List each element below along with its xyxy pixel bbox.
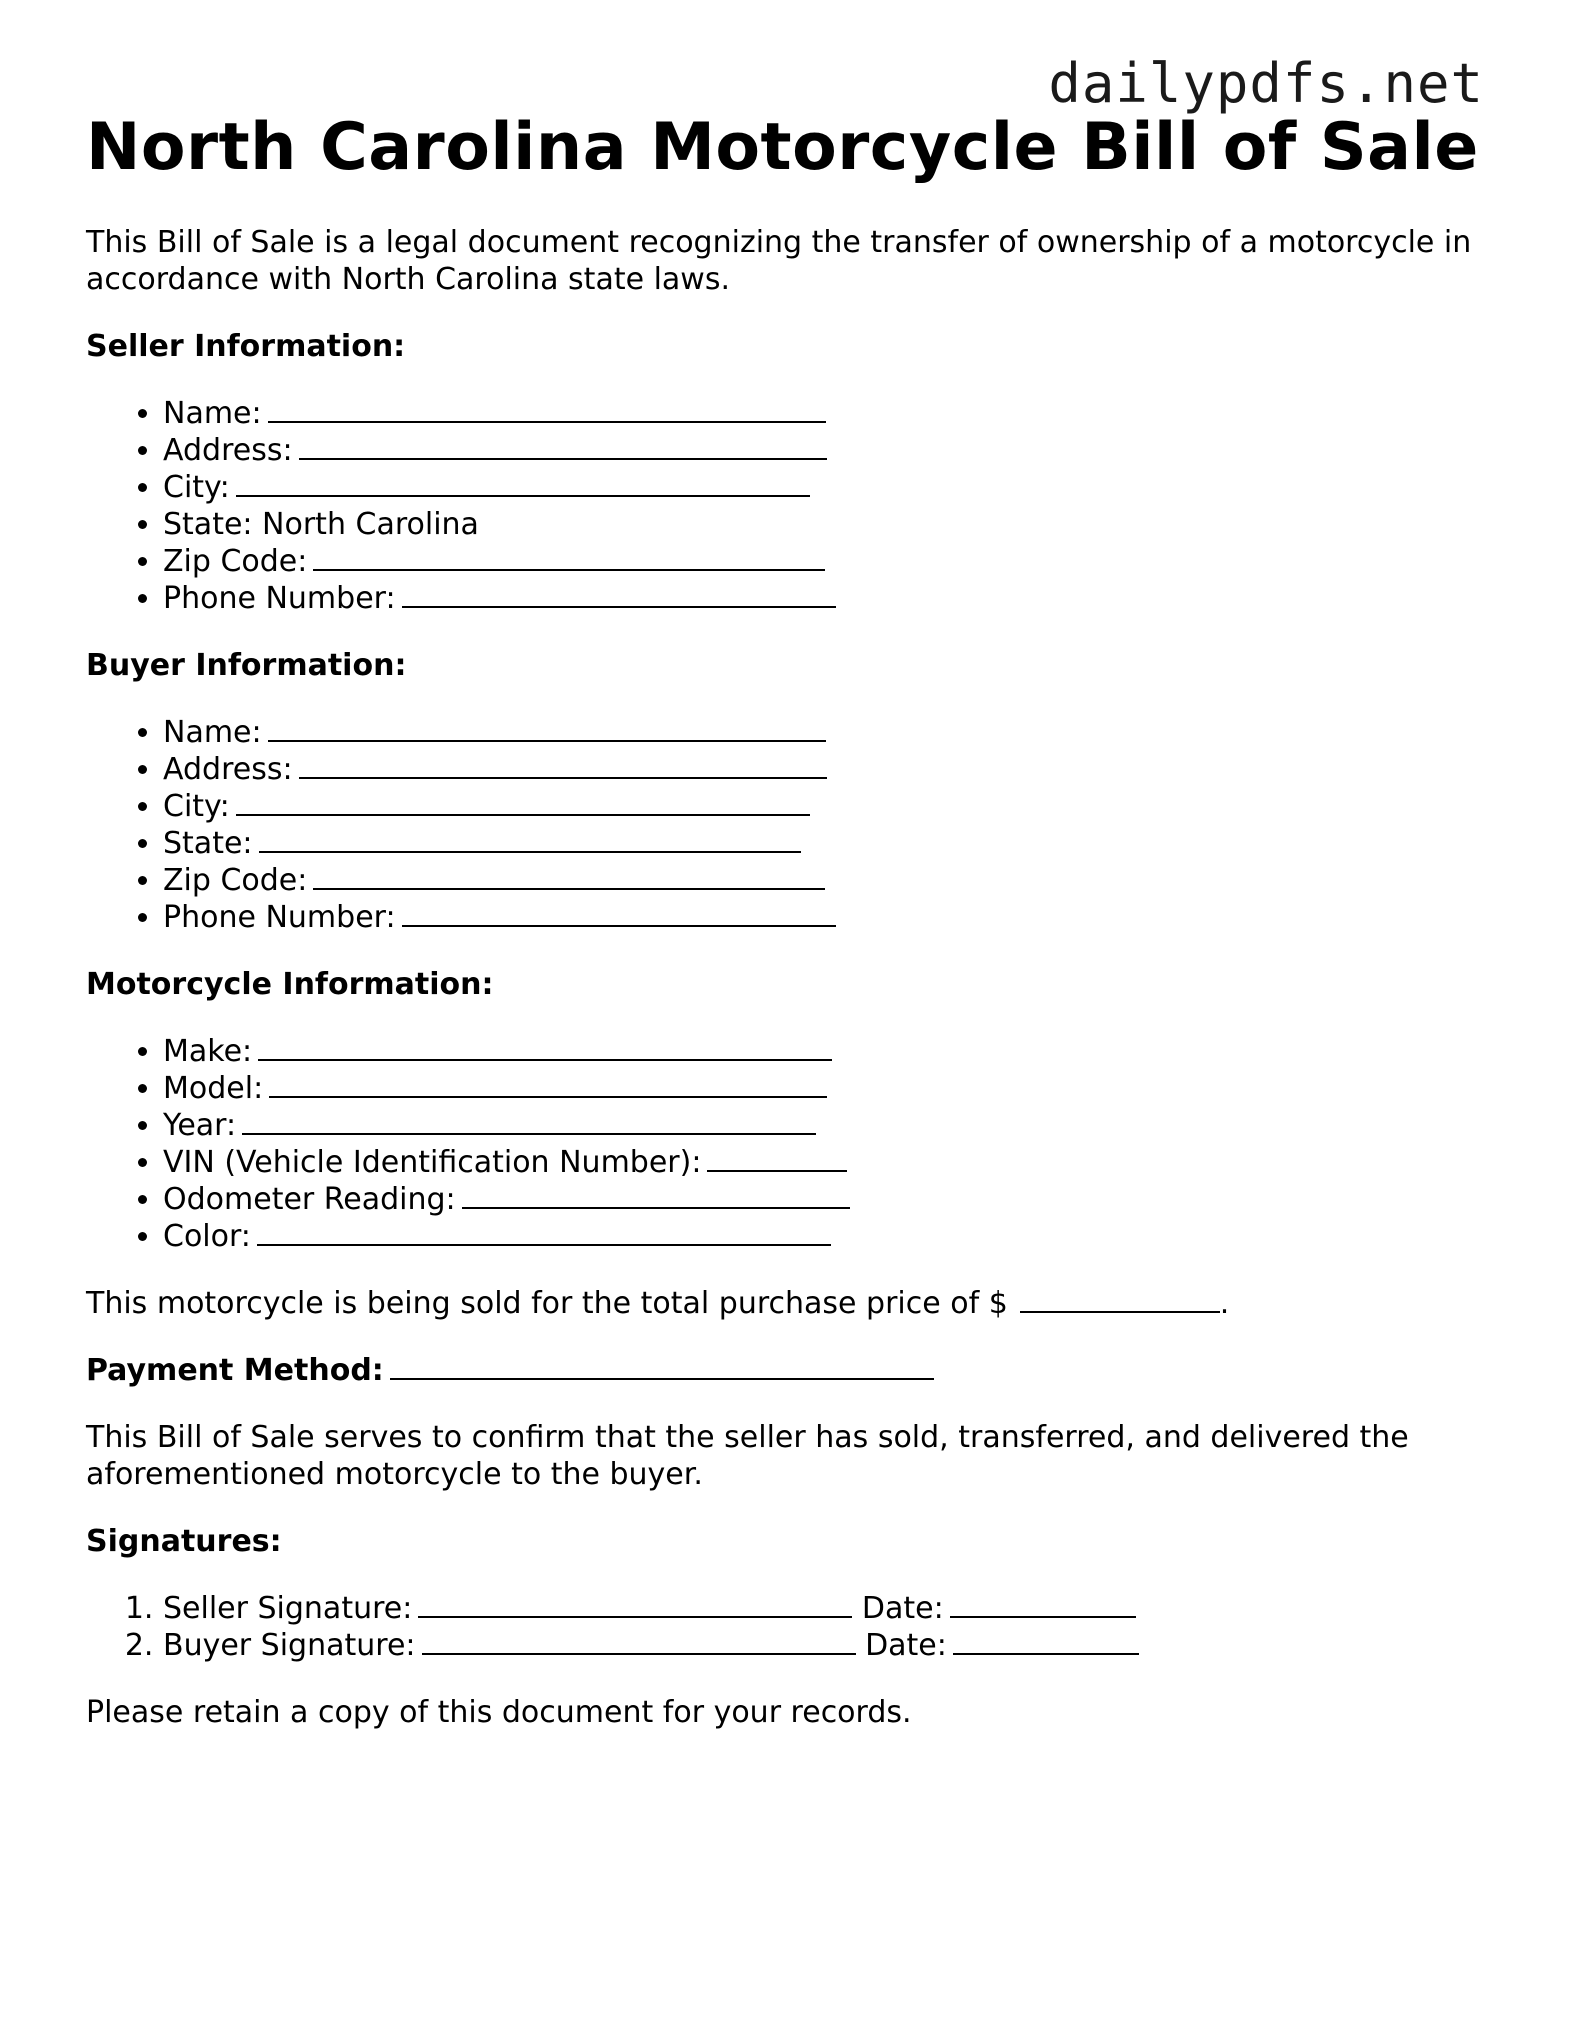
seller-signature-label: Seller Signature: [163, 1591, 413, 1626]
list-item [163, 862, 1506, 899]
list-item [163, 899, 1506, 936]
list-item [163, 751, 1506, 788]
document-page [86, 108, 1506, 1731]
seller-address-label: Address: [163, 433, 293, 468]
list-item [163, 714, 1506, 751]
watermark: dailypdfs.net [1048, 52, 1484, 115]
buyer-name-blank[interactable] [268, 714, 826, 742]
seller-city-blank[interactable] [236, 469, 810, 497]
seller-name-blank[interactable] [268, 395, 826, 423]
buyer-address-label: Address: [163, 752, 293, 787]
list-item [163, 543, 1506, 580]
list-item [163, 1033, 1506, 1070]
retain-paragraph: Please retain a copy of this document for your records. [86, 1695, 912, 1730]
signatures-list [86, 1590, 1506, 1664]
list-item [163, 1590, 1506, 1627]
buyer-date-blank[interactable] [953, 1627, 1139, 1655]
motorcycle-list [86, 1033, 1506, 1255]
seller-state-label: State: North Carolina [163, 507, 479, 542]
buyer-address-blank[interactable] [299, 751, 827, 779]
make-label: Make: [163, 1034, 253, 1069]
year-blank[interactable] [242, 1107, 816, 1135]
confirmation-paragraph: This Bill of Sale serves to confirm that the seller has sold, transferred, and delivered the aforementioned motorcycle to the buyer. [86, 1420, 1409, 1492]
color-blank[interactable] [257, 1218, 831, 1246]
list-item [163, 395, 1506, 432]
seller-phone-label: Phone Number: [163, 581, 396, 616]
buyer-city-blank[interactable] [236, 788, 810, 816]
buyer-state-label: State: [163, 826, 253, 861]
seller-list [86, 395, 1506, 617]
seller-date-blank[interactable] [950, 1590, 1136, 1618]
buyer-signature-blank[interactable] [422, 1627, 856, 1655]
buyer-state-blank[interactable] [259, 825, 801, 853]
seller-city-label: City: [163, 470, 230, 505]
list-item [163, 469, 1506, 506]
odometer-blank[interactable] [462, 1181, 850, 1209]
vin-blank[interactable] [707, 1144, 847, 1172]
make-blank[interactable] [258, 1033, 832, 1061]
year-label: Year: [163, 1108, 237, 1143]
odometer-label: Odometer Reading: [163, 1182, 456, 1217]
list-item [163, 788, 1506, 825]
buyer-phone-blank[interactable] [402, 899, 836, 927]
model-blank[interactable] [269, 1070, 827, 1098]
list-item [163, 432, 1506, 469]
buyer-phone-label: Phone Number: [163, 900, 396, 935]
payment-paragraph [86, 1352, 1506, 1389]
seller-phone-blank[interactable] [402, 580, 836, 608]
list-item [163, 1181, 1506, 1218]
list-item [163, 1107, 1506, 1144]
list-item [163, 1144, 1506, 1181]
seller-name-label: Name: [163, 396, 262, 431]
seller-date-label: Date: [861, 1591, 944, 1626]
list-item [163, 1627, 1506, 1664]
payment-method-label: Payment Method: [86, 1353, 384, 1388]
seller-zip-blank[interactable] [313, 543, 825, 571]
list-item [163, 1070, 1506, 1107]
vin-label: VIN (Vehicle Identification Number): [163, 1145, 702, 1180]
list-item [163, 1218, 1506, 1255]
seller-heading: Seller Information: [86, 329, 406, 364]
buyer-heading: Buyer Information: [86, 648, 407, 683]
list-item [163, 580, 1506, 617]
page-title: North Carolina Motorcycle Bill of Sale [86, 110, 1479, 185]
buyer-zip-blank[interactable] [313, 862, 825, 890]
motorcycle-heading: Motorcycle Information: [86, 967, 494, 1002]
color-label: Color: [163, 1219, 251, 1254]
buyer-city-label: City: [163, 789, 230, 824]
buyer-list [86, 714, 1506, 936]
signatures-heading: Signatures: [86, 1524, 282, 1559]
buyer-name-label: Name: [163, 715, 262, 750]
intro-paragraph: This Bill of Sale is a legal document recognizing the transfer of ownership of a motorcycle in accordance with North Carolina state laws. [86, 225, 1472, 297]
model-label: Model: [163, 1071, 264, 1106]
price-blank[interactable] [1020, 1285, 1220, 1313]
seller-zip-label: Zip Code: [163, 544, 308, 579]
buyer-zip-label: Zip Code: [163, 863, 308, 898]
list-item [163, 506, 1506, 543]
list-item [163, 825, 1506, 862]
seller-signature-blank[interactable] [418, 1590, 852, 1618]
payment-method-blank[interactable] [390, 1352, 934, 1380]
buyer-date-label: Date: [865, 1628, 947, 1663]
price-text: This motorcycle is being sold for the total purchase price of $ [86, 1286, 1008, 1321]
price-end: . [1219, 1286, 1230, 1321]
buyer-signature-label: Buyer Signature: [163, 1628, 416, 1663]
seller-address-blank[interactable] [299, 432, 827, 460]
price-paragraph [86, 1285, 1506, 1322]
